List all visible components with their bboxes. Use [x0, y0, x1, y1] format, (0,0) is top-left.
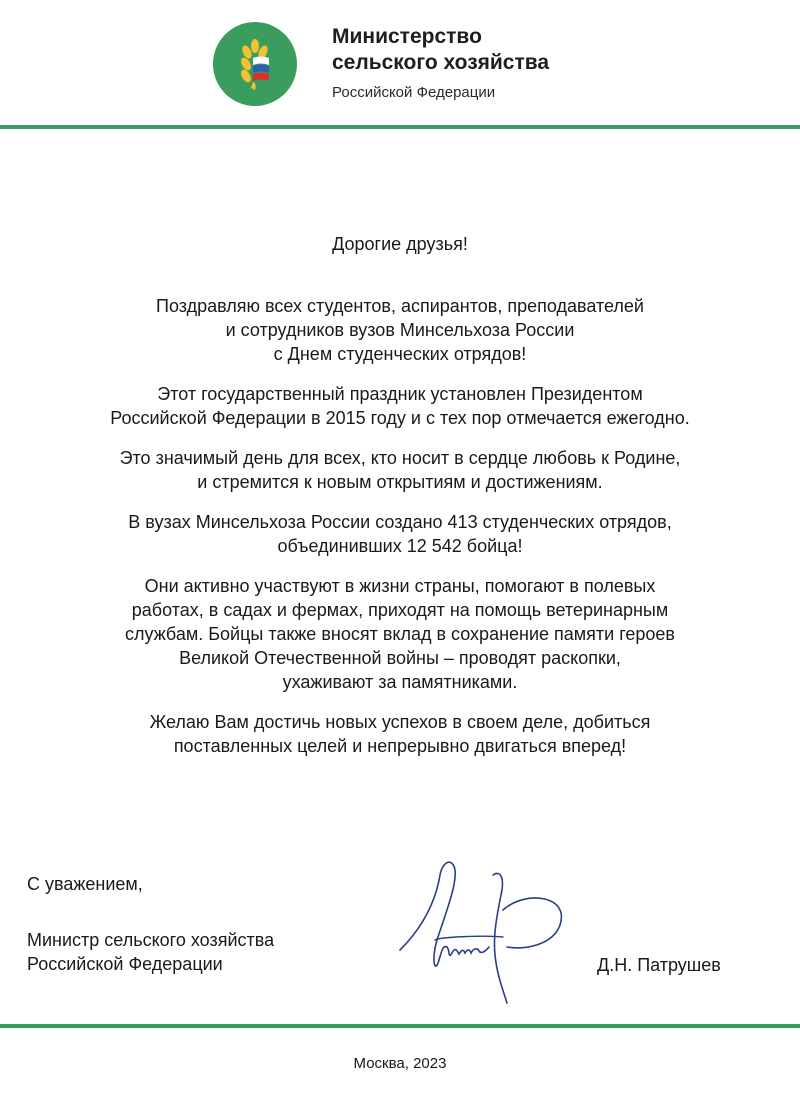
handwritten-signature [395, 855, 585, 1015]
closing-phrase: С уважением, [27, 874, 143, 894]
text-line: и сотрудников вузов Минсельхоза России [225, 320, 575, 340]
text-line: объединивших 12 542 бойца! [277, 536, 523, 556]
text-line: В вузах Минсельхоза России создано 413 студенческих отрядов, [128, 512, 672, 532]
letter-body [20, 232, 780, 774]
ministry-name-line1: Министерство [332, 25, 482, 48]
paragraph-congratulation [20, 294, 780, 366]
text-line: Желаю Вам достичь новых успехов в своем деле, добиться [149, 712, 651, 732]
bottom-divider [0, 1024, 800, 1028]
paragraph-significance [20, 446, 780, 494]
position-line2: Российской Федерации [27, 954, 223, 974]
letterhead [0, 0, 800, 130]
footer-city-year: Москва, 2023 [353, 1055, 447, 1072]
text-line: ухаживают за памятниками. [282, 672, 518, 692]
text-line: Это значимый день для всех, кто носит в сердце любовь к Родине, [119, 448, 681, 468]
text-line: поставленных целей и непрерывно двигаться вперед! [173, 736, 627, 756]
text-line: Поздравляю всех студентов, аспирантов, преподавателей [156, 296, 644, 316]
ministry-subtitle: Российской Федерации [332, 84, 496, 101]
position-line1: Министр сельского хозяйства [27, 930, 275, 950]
ministry-name [332, 24, 549, 76]
ministry-name-line2: сельского хозяйства [332, 51, 550, 74]
text-line: службам. Бойцы также вносят вклад в сохранение памяти героев [124, 624, 675, 644]
ministry-logo-icon [213, 22, 297, 106]
top-divider [0, 125, 800, 129]
paragraph-holiday [20, 382, 780, 430]
text-line: и стремится к новым открытиям и достижениям. [197, 472, 603, 492]
signatory-position [27, 928, 274, 976]
signatory-name: Д.Н. Патрушев [597, 955, 721, 975]
text-line: Великой Отечественной войны – проводят раскопки, [179, 648, 621, 668]
text-line: Они активно участвуют в жизни страны, помогают в полевых [144, 576, 656, 596]
paragraph-activities [20, 574, 780, 694]
text-line: Этот государственный праздник установлен Президентом [157, 384, 643, 404]
paragraph-statistics [20, 510, 780, 558]
text-line: работах, в садах и фермах, приходят на помощь ветеринарным [131, 600, 669, 620]
greeting: Дорогие друзья! [332, 234, 468, 254]
text-line: Российской Федерации в 2015 году и с тех пор отмечается ежегодно. [110, 408, 690, 428]
paragraph-wishes [20, 710, 780, 758]
text-line: с Днем студенческих отрядов! [273, 344, 527, 364]
